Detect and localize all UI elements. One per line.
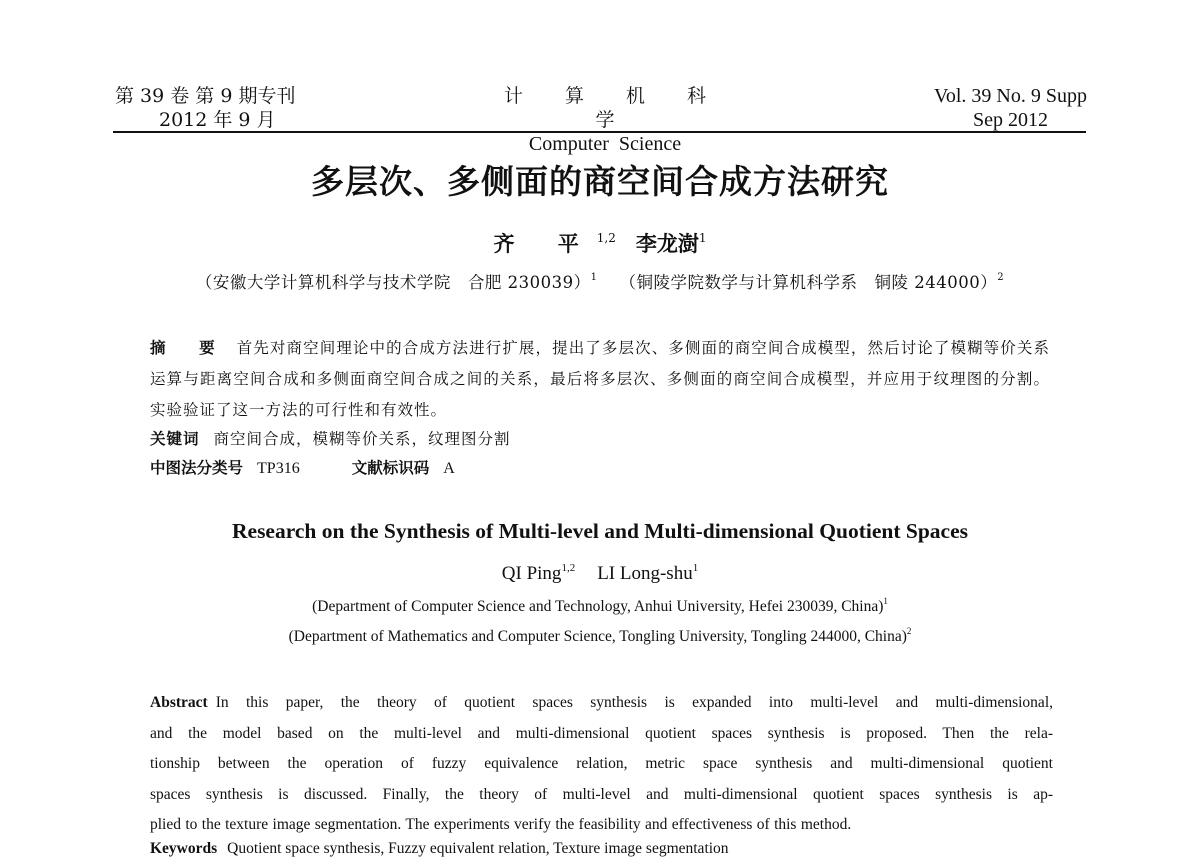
affiliation-en-2-text: (Department of Mathematics and Computer Science, Tongling University, Tongling 244000, China) bbox=[288, 628, 907, 645]
author-en-2: LI Long-shu bbox=[597, 563, 693, 584]
author-en-2-sup: 1 bbox=[692, 562, 699, 574]
keywords-cn bbox=[150, 427, 511, 449]
affiliation-en-1-sup: 1 bbox=[883, 596, 888, 606]
header-date-en: Sep 2012 bbox=[973, 109, 1048, 131]
keywords-en-label: Keywords bbox=[150, 840, 218, 857]
keywords-cn-text: 商空间合成，模糊等价关系，纹理图分割 bbox=[213, 430, 511, 448]
doc-code-value: A bbox=[443, 460, 455, 477]
affiliations-cn bbox=[0, 269, 1200, 293]
abstract-cn-label: 摘 要 bbox=[150, 339, 229, 357]
author-cn-2: 李龙澍 bbox=[635, 232, 699, 256]
affiliation-cn-1-sup: 1 bbox=[590, 272, 598, 283]
clc-label: 中图法分类号 bbox=[150, 459, 244, 477]
keywords-cn-label: 关键词 bbox=[150, 430, 200, 448]
paper-title-cn: 多层次、多侧面的商空间合成方法研究 bbox=[311, 162, 889, 201]
clc-value: TP316 bbox=[257, 460, 300, 477]
affiliation-en-1 bbox=[0, 596, 1200, 616]
abstract-en-line bbox=[150, 688, 1053, 719]
affiliation-en-2-sup: 2 bbox=[906, 626, 912, 636]
affiliation-cn-1: （安徽大学计算机科学与技术学院 合肥 230039） bbox=[195, 273, 591, 292]
header-journal-en: Computer Science bbox=[528, 133, 682, 155]
paper-title-en: Research on the Synthesis of Multi-level and Multi-dimensional Quotient Spaces bbox=[232, 519, 968, 543]
author-cn-1: 齐 平 bbox=[493, 232, 597, 256]
header-journal-cn: 计 算 机 科 学 bbox=[503, 85, 725, 131]
abstract-en-label: Abstract bbox=[150, 694, 208, 711]
header-volume-cn-line1: 第 39 卷 第 9 期专刊 bbox=[115, 85, 296, 107]
abstract-en-line-text: In this paper, the theory of quotient spaces synthesis is expanded into multi-level and multi-dimensional, bbox=[215, 694, 1053, 711]
header-date-cn: 2012 年 9 月 bbox=[159, 109, 276, 131]
abstract-en-line: tionship between the operation of fuzzy equivalence relation, metric space synthesis and multi-dimensional quotient bbox=[150, 755, 1053, 772]
abstract-cn bbox=[150, 333, 1050, 426]
author-cn-2-sup: 1 bbox=[698, 231, 707, 245]
abstract-en-line: and the model based on the multi-level and multi-dimensional quotient spaces synthesis is proposed. Then the rela- bbox=[150, 724, 1053, 742]
author-cn-1-sup: 1,2 bbox=[596, 231, 616, 245]
author-en-1: QI Ping bbox=[501, 563, 562, 584]
affiliation-en-1-text: (Department of Computer Science and Technology, Anhui University, Hefei 230039, China) bbox=[312, 598, 884, 615]
authors-en bbox=[0, 562, 1200, 585]
header-volume-cn bbox=[115, 84, 295, 132]
keywords-en bbox=[150, 840, 729, 858]
doc-code-label: 文献标识码 bbox=[351, 459, 430, 477]
abstract-en-line: plied to the texture image segmentation. The experiments verify the feasibility and effectiveness of this method. bbox=[150, 816, 852, 833]
abstract-en bbox=[150, 688, 1053, 841]
affiliation-en-2 bbox=[0, 626, 1200, 646]
header-journal bbox=[460, 84, 750, 156]
authors-cn bbox=[0, 228, 1200, 258]
abstract-cn-text: 首先对商空间理论中的合成方法进行扩展，提出了多层次、多侧面的商空间合成模型，然后讨论了模糊等价关系运算与距离空间合成和多侧面商空间合成之间的关系，最后将多层次、多侧面的商空间合成模型，并应用于纹理图的分割。实验验证了这一方法的可行性和有效性。 bbox=[150, 339, 1050, 419]
header-volume-en-line1: Vol. 39 No. 9 Supp bbox=[934, 85, 1087, 107]
affiliation-cn-2: （铜陵学院数学与计算机科学系 铜陵 244000） bbox=[619, 273, 998, 292]
abstract-en-line: spaces synthesis is discussed. Finally, the theory of multi-level and multi-dimensional quotient spaces synthesis is ap- bbox=[150, 785, 1053, 803]
keywords-en-text: Quotient space synthesis, Fuzzy equivalent relation, Texture image segmentation bbox=[227, 840, 729, 857]
author-en-1-sup: 1,2 bbox=[561, 562, 576, 574]
header-volume-en bbox=[934, 84, 1087, 132]
header-rule bbox=[113, 131, 1086, 133]
affiliation-cn-2-sup: 2 bbox=[997, 272, 1005, 283]
classification-cn bbox=[150, 456, 455, 478]
